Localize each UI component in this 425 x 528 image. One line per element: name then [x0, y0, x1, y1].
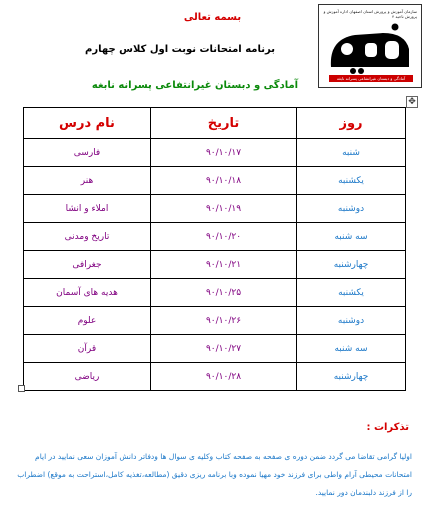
row-day: دوشنبه [297, 195, 406, 223]
school-logo [318, 4, 422, 88]
table-row [24, 251, 406, 279]
row-course: تاریخ ومدنی [24, 223, 151, 251]
row-date: ۹۰/۱۰/۱۹ [151, 195, 297, 223]
row-date: ۹۰/۱۰/۱۷ [151, 139, 297, 167]
logo-wordmark-graphic [325, 19, 417, 75]
table-row [24, 363, 406, 391]
row-day: یکشنبه [297, 167, 406, 195]
logo-org-text: سازمان آموزش و پرورش استان اصفهان اداره آموزش و پرورش ناحیه ۴ [323, 9, 417, 19]
table-resize-handle[interactable] [18, 385, 25, 392]
row-date: ۹۰/۱۰/۲۵ [151, 279, 297, 307]
row-course: جغرافی [24, 251, 151, 279]
title-top: بسمه تعالی [183, 12, 242, 23]
row-day: چهارشنبه [297, 251, 406, 279]
row-day: سه شنبه [297, 335, 406, 363]
notes-text: اولیا گرامی تقاضا می گردد ضمن دوره ی صفحه به صفحه کتاب وکلیه ی سوال ها ودفاتر دانش آموزان سعی نمایید در ایام امتحانات محیطی آرام واطی برای فرزند خود مهیا نموده وبا برنامه ریزی دقیق (مطالعه،تغذیه کامل،استراحت به موقع) اضطراب را از فرزند دلبندمان دور نمایید. [17, 452, 412, 497]
row-day: شنبه [297, 139, 406, 167]
row-course: املاء و انشا [24, 195, 151, 223]
row-date: ۹۰/۱۰/۲۸ [151, 363, 297, 391]
header-course: نام درس [24, 108, 151, 139]
notes-title: تذکرات : [366, 422, 409, 433]
row-course: هنر [24, 167, 151, 195]
row-course: قرآن [24, 335, 151, 363]
title-school: آمادگی و دبستان غیرانتفاعی پسرانه نابغه [91, 80, 299, 91]
logo-strip: آمادگی و دبستان غیرانتفاعی پسرانه نابغه [329, 75, 413, 82]
exam-schedule-table [23, 107, 406, 391]
row-day: یکشنبه [297, 279, 406, 307]
header-day: روز [297, 108, 406, 139]
header-date: تاریخ [151, 108, 297, 139]
table-row [24, 139, 406, 167]
row-day: سه شنبه [297, 223, 406, 251]
row-date: ۹۰/۱۰/۱۸ [151, 167, 297, 195]
table-move-handle-icon[interactable]: ✥ [406, 96, 418, 108]
table-row [24, 279, 406, 307]
table-header-row [24, 108, 406, 139]
row-date: ۹۰/۱۰/۲۶ [151, 307, 297, 335]
row-date: ۹۰/۱۰/۲۷ [151, 335, 297, 363]
row-course: هدیه های آسمان [24, 279, 151, 307]
table-row [24, 195, 406, 223]
table-row [24, 223, 406, 251]
row-date: ۹۰/۱۰/۲۰ [151, 223, 297, 251]
row-date: ۹۰/۱۰/۲۱ [151, 251, 297, 279]
title-program: برنامه امتحانات نوبت اول کلاس چهارم [85, 44, 275, 55]
row-course: ریاضی [24, 363, 151, 391]
table-row [24, 335, 406, 363]
row-course: فارسی [24, 139, 151, 167]
row-course: علوم [24, 307, 151, 335]
row-day: دوشنبه [297, 307, 406, 335]
table-row [24, 307, 406, 335]
table-row [24, 167, 406, 195]
row-day: چهارشنبه [297, 363, 406, 391]
